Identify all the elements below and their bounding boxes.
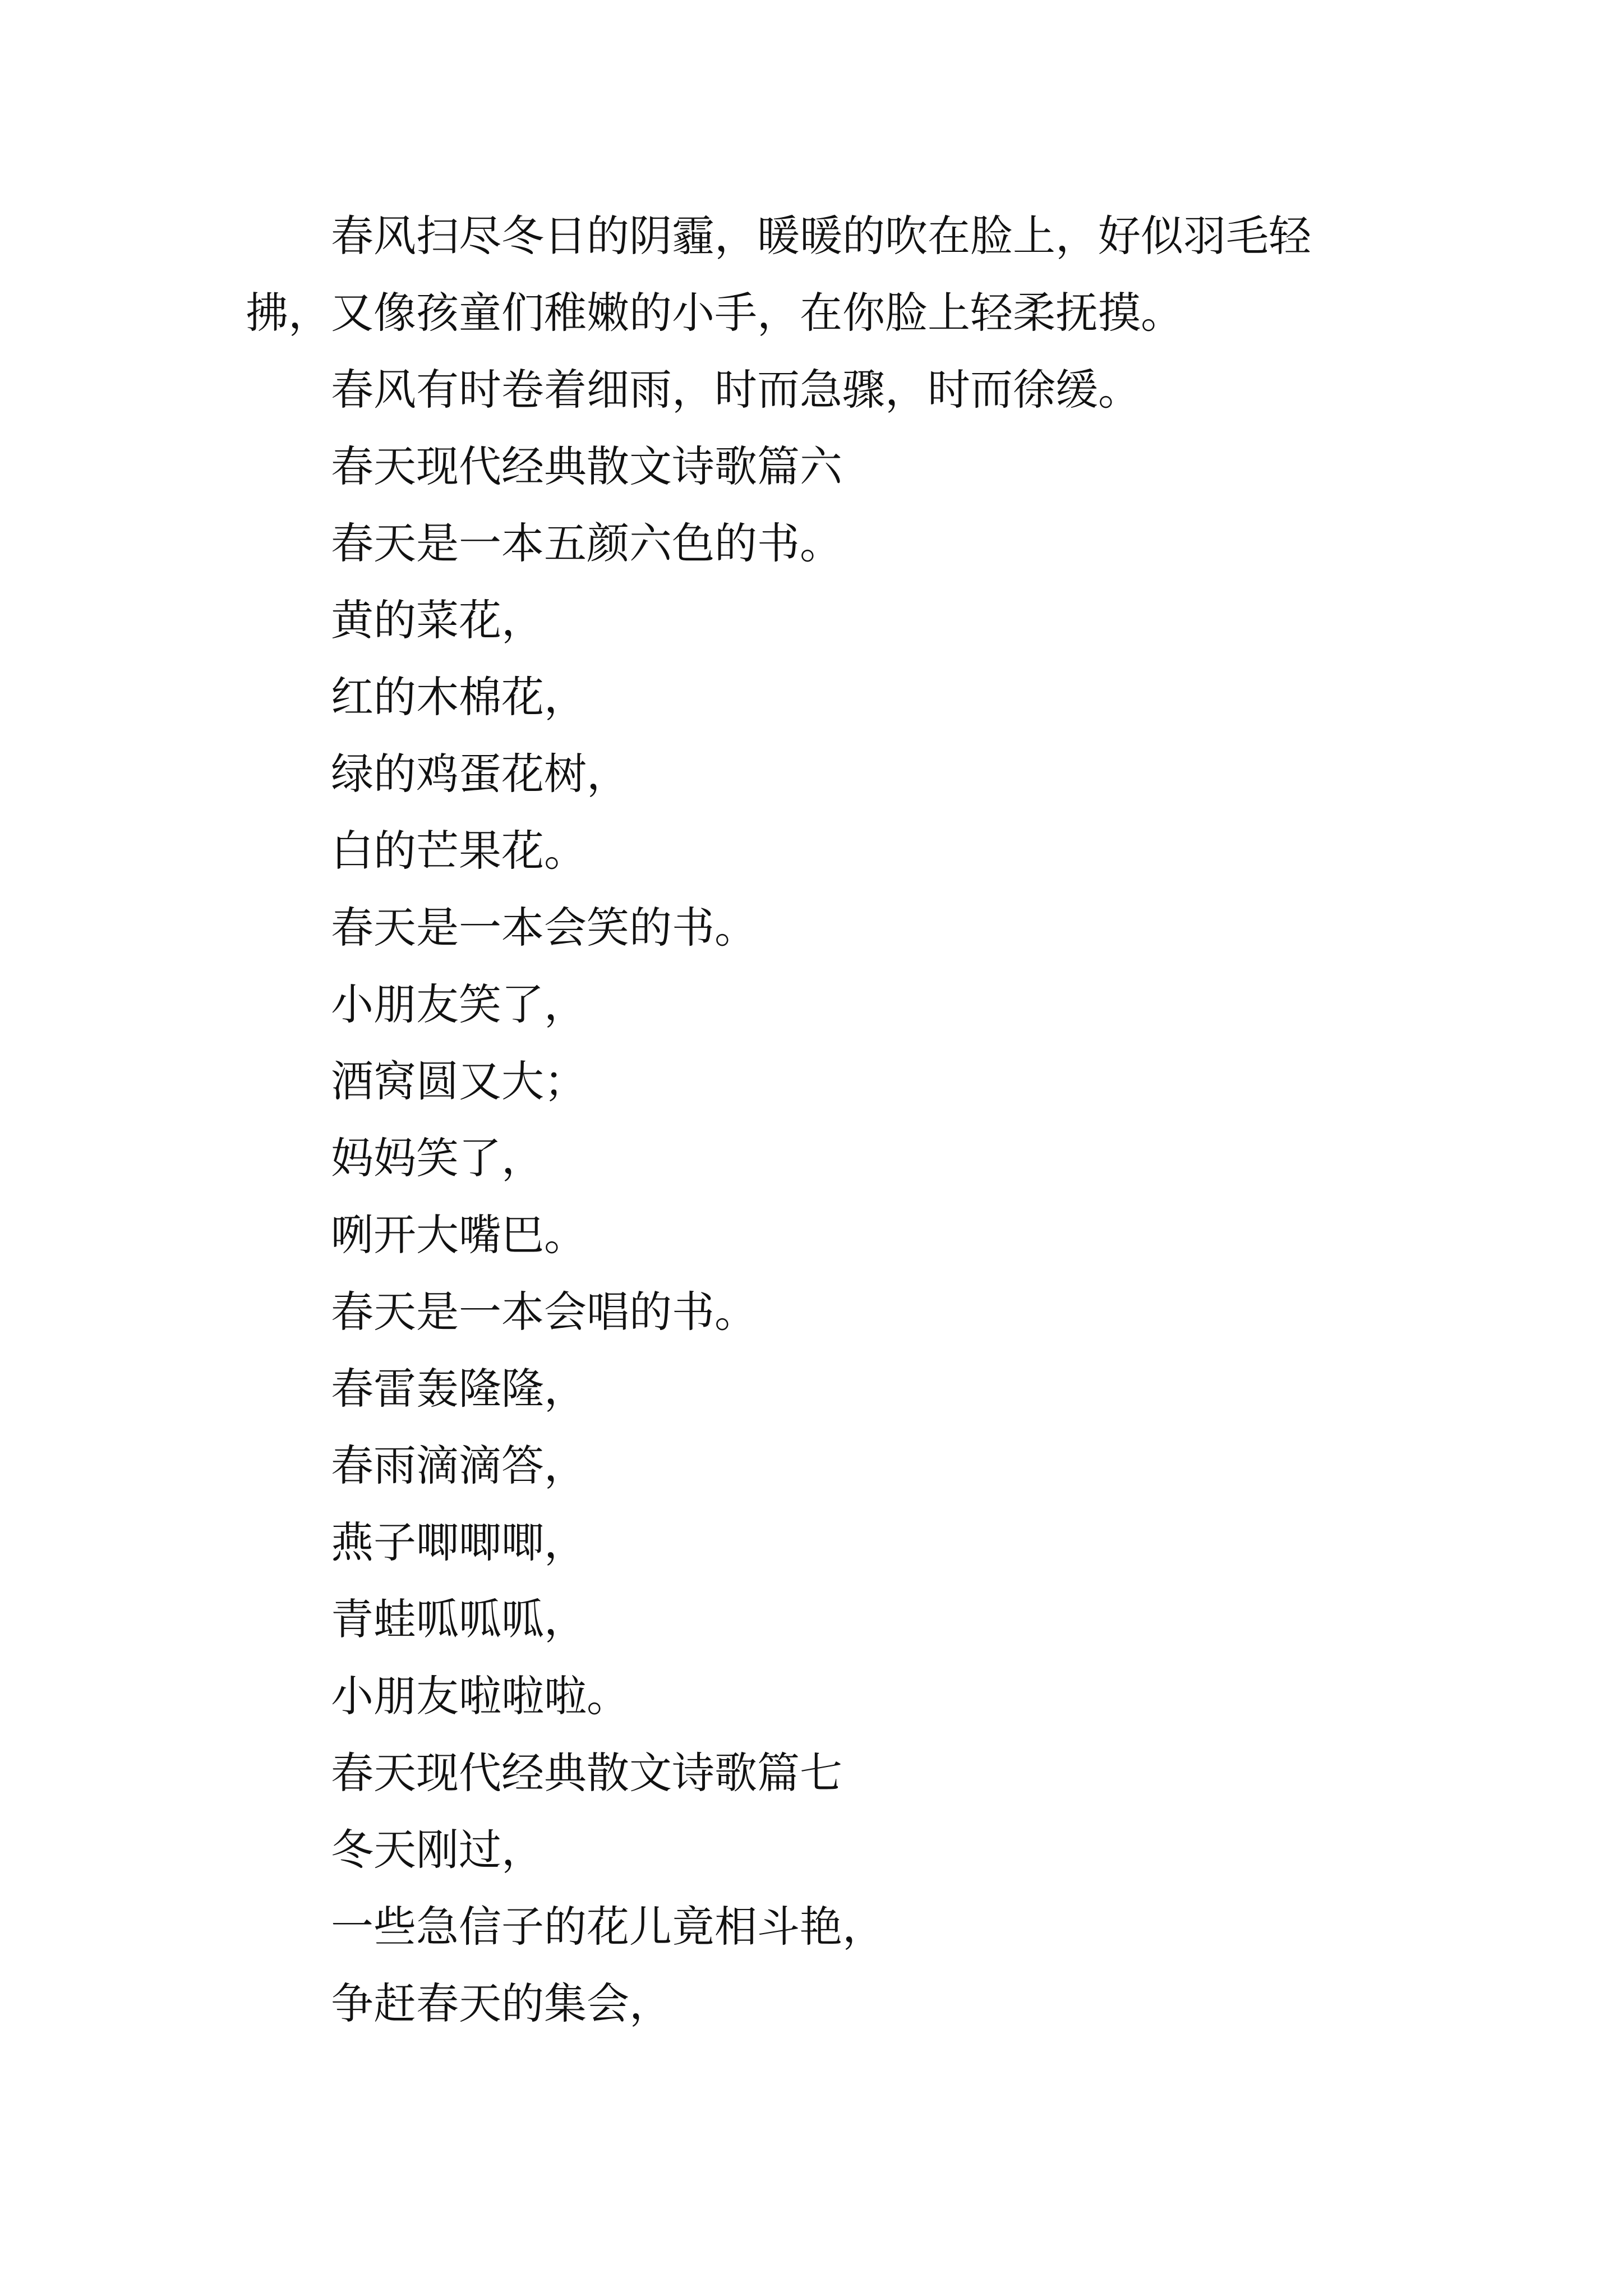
poem-line: 春雨滴滴答， bbox=[331, 1441, 587, 1490]
poem-line: 青蛙呱呱呱， bbox=[331, 1594, 587, 1644]
section-heading-seven: 春天现代经典散文诗歌篇七 bbox=[331, 1748, 842, 1798]
poem-line: 春天是一本会笑的书。 bbox=[331, 903, 757, 953]
poem-line: 酒窝圆又大； bbox=[331, 1056, 587, 1106]
poem-line: 春天是一本五颜六色的书。 bbox=[331, 518, 842, 568]
poem-line: 春雷轰隆隆， bbox=[331, 1364, 587, 1414]
poem-line: 白的芒果花。 bbox=[331, 826, 587, 876]
paragraph-spring-wind: 春风扫尽冬日的阴霾，暖暖的吹在脸上，好似羽毛轻拂，又像孩童们稚嫩的小手，在你脸上轻柔抚摸。 bbox=[246, 211, 1311, 338]
poem-line: 绿的鸡蛋花树， bbox=[331, 749, 629, 799]
poem-line: 小朋友笑了， bbox=[331, 979, 587, 1029]
paragraph-spring-rain: 春风有时卷着细雨，时而急骤，时而徐缓。 bbox=[331, 365, 1141, 415]
poem-line: 黄的菜花， bbox=[331, 595, 544, 645]
poem-line: 春天是一本会唱的书。 bbox=[331, 1287, 757, 1337]
poem-line: 妈妈笑了， bbox=[331, 1133, 544, 1183]
poem-line: 燕子唧唧唧， bbox=[331, 1517, 587, 1567]
document-body bbox=[246, 197, 1390, 2042]
poem-line: 争赶春天的集会， bbox=[331, 1978, 672, 2028]
poem-line: 一些急信子的花儿竟相斗艳， bbox=[331, 1902, 885, 1952]
poem-line: 小朋友啦啦啦。 bbox=[331, 1671, 629, 1721]
section-heading-six: 春天现代经典散文诗歌篇六 bbox=[331, 441, 842, 491]
poem-line: 冬天刚过， bbox=[331, 1825, 544, 1875]
poem-line: 咧开大嘴巴。 bbox=[331, 1210, 587, 1260]
poem-line: 红的木棉花， bbox=[331, 672, 587, 722]
